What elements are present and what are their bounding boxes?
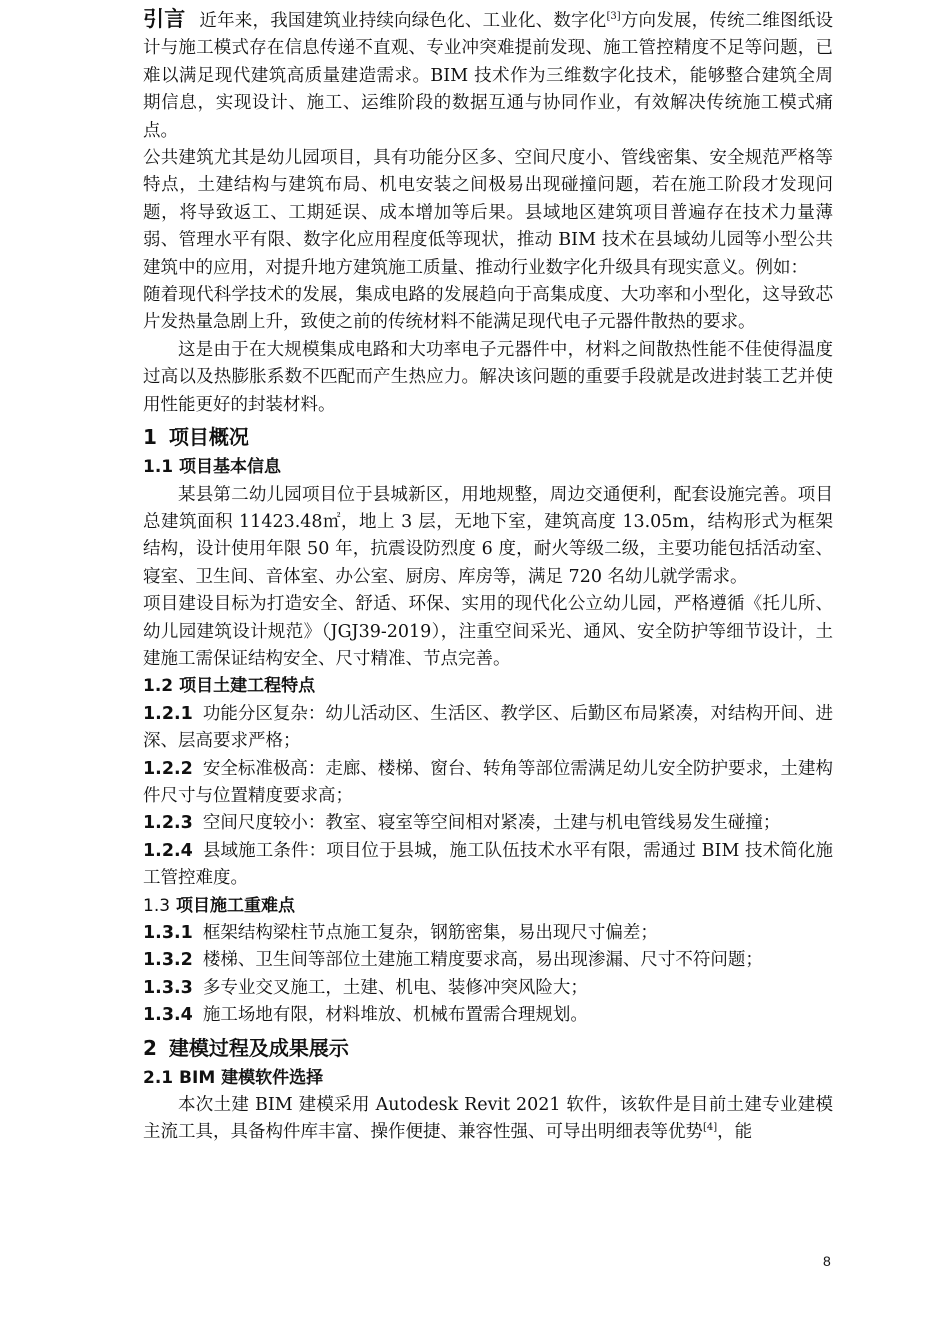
section-1-title: 项目概况: [168, 425, 249, 450]
section-1-1-paragraph-2: 项目建设目标为打造安全、舒适、环保、实用的现代化公立幼儿园，严格遵循《托儿所、幼儿园建筑设计规范》（JGJ39-2019），注重空间采光、通风、安全防护等细节设计，土建施工需保证结构安全、尺寸精准、节点完善。: [143, 594, 833, 669]
section-1-2-heading: [143, 673, 833, 700]
page-content: [143, 6, 833, 1147]
section-1-number: 1: [143, 425, 157, 450]
item-number: 1.2.1: [143, 703, 193, 724]
section-1-3-number: 1.3: [143, 895, 171, 916]
list-item: [143, 756, 833, 811]
item-number: 1.3.1: [143, 923, 193, 943]
list-item: [143, 975, 833, 1002]
list-item: [143, 701, 833, 756]
section-1-1-number: 1.1: [143, 457, 174, 478]
list-item: [143, 920, 833, 947]
section-2-heading: [143, 1033, 833, 1063]
section-1-1-title: 项目基本信息: [179, 457, 282, 478]
section-1-2-title: 项目土建工程特点: [179, 676, 316, 697]
item-text: 空间尺度较小：教室、寝室等空间相对紧凑，土建与机电管线易发生碰撞；: [202, 813, 781, 834]
item-text: 多专业交叉施工，土建、机电、装修冲突风险大；: [202, 977, 588, 998]
intro-paragraph-1: [143, 6, 833, 145]
intro-paragraph-3: 随着现代科学技术的发展，集成电路的发展趋向于高集成度、大功率和小型化，这导致芯片发热量急剧上升，致使之前的传统材料不能满足现代电子元器件散热的要求。: [143, 285, 833, 333]
section-2-title: 建模过程及成果展示: [168, 1035, 349, 1060]
item-text: 安全标准极高：走廊、楼梯、窗台、转角等部位需满足幼儿安全防护要求，土建构件尺寸与位置精度要求高；: [143, 758, 833, 806]
item-text: 县域施工条件：项目位于县城，施工队伍技术水平有限，需通过 BIM 技术简化施工管控难度。: [143, 840, 833, 889]
item-number: 1.3.3: [143, 977, 193, 998]
item-number: 1.3.4: [143, 1005, 193, 1026]
item-text: 框架结构梁柱节点施工复杂，钢筋密集，易出现尺寸偏差；: [202, 923, 658, 943]
intro-text-b: 方向发展，传统二维图纸设计与施工模式存在信息传递不直观、专业冲突难提前发现、施工管控精度不足等问题，已难以满足现代建筑高质量建造需求。BIM 技术作为三维数字化技术，能够整合建筑全周期信息，实现设计、施工、运维阶段的数据互通与协同作业，有效解决传统施工模式痛点。: [143, 11, 834, 141]
section-1-3-heading: [143, 893, 833, 920]
intro-heading: 引言: [143, 7, 186, 31]
section-2-1-text-b: ，能: [717, 1122, 753, 1143]
list-item: [143, 947, 833, 974]
citation-3: [3]: [606, 11, 621, 23]
section-2-1-paragraph-1: [143, 1092, 833, 1147]
item-text: 功能分区复杂：幼儿活动区、生活区、教学区、后勤区布局紧凑，对结构开间、进深、层高要求严格；: [143, 703, 833, 752]
item-number: 1.3.2: [143, 950, 193, 971]
section-1-3-title: 项目施工重难点: [176, 895, 296, 916]
section-1-heading: [143, 422, 833, 452]
list-item: [143, 838, 833, 893]
citation-4: [4]: [703, 1122, 718, 1134]
item-number: 1.2.3: [143, 813, 193, 834]
section-2-1-title: BIM 建模软件选择: [179, 1067, 324, 1088]
section-2-1-number: 2.1: [143, 1067, 174, 1088]
page-number: 8: [823, 1253, 831, 1269]
item-number: 1.2.2: [143, 758, 193, 779]
section-2-1-text-a: 本次土建 BIM 建模采用 Autodesk Revit 2021 软件，该软件是目前土建专业建模主流工具，具备构件库丰富、操作便捷、兼容性强、可导出明细表等优势: [143, 1095, 833, 1143]
item-number: 1.2.4: [143, 840, 193, 861]
intro-paragraph-4: 这是由于在大规模集成电路和大功率电子元器件中，材料之间散热性能不佳使得温度过高以及热膨胀系数不匹配而产生热应力。解决该问题的重要手段就是改进封装工艺并使用性能更好的封装材料。: [143, 339, 833, 415]
section-2-1-heading: [143, 1065, 833, 1092]
section-1-1-paragraph-1: 某县第二幼儿园项目位于县城新区，用地规整，周边交通便利，配套设施完善。项目总建筑面积 11423.48㎡，地上 3 层，无地下室，建筑高度 13.05m，结构形式为框架结构，设计使用年限 50 年，抗震设防烈度 6 度，耐火等级二级，主要功能包括活动室、寝室、卫生间、音体室、办公室、厨房、库房等，满足 720 名幼儿就学需求。: [143, 484, 833, 587]
item-text: 施工场地有限，材料堆放、机械布置需合理规划。: [202, 1005, 588, 1026]
list-item: [143, 810, 833, 837]
section-2-number: 2: [143, 1035, 157, 1060]
list-item: [143, 1002, 833, 1029]
section-1-2-number: 1.2: [143, 676, 174, 697]
item-text: 楼梯、卫生间等部位土建施工精度要求高，易出现渗漏、尺寸不符问题；: [202, 950, 763, 971]
section-1-1-heading: [143, 454, 833, 481]
intro-paragraph-2: 公共建筑尤其是幼儿园项目，具有功能分区多、空间尺度小、管线密集、安全规范严格等特点，土建结构与建筑布局、机电安装之间极易出现碰撞问题，若在施工阶段才发现问题，将导致返工、工期延误、成本增加等后果。县域地区建筑项目普遍存在技术力量薄弱、管理水平有限、数字化应用程度低等现状，推动 BIM 技术在县域幼儿园等小型公共建筑中的应用，对提升地方建筑施工质量、推动行业数字化升级具有现实意义。例如：: [143, 148, 833, 278]
intro-text-a: 近年来，我国建筑业持续向绿色化、工业化、数字化: [199, 11, 607, 31]
